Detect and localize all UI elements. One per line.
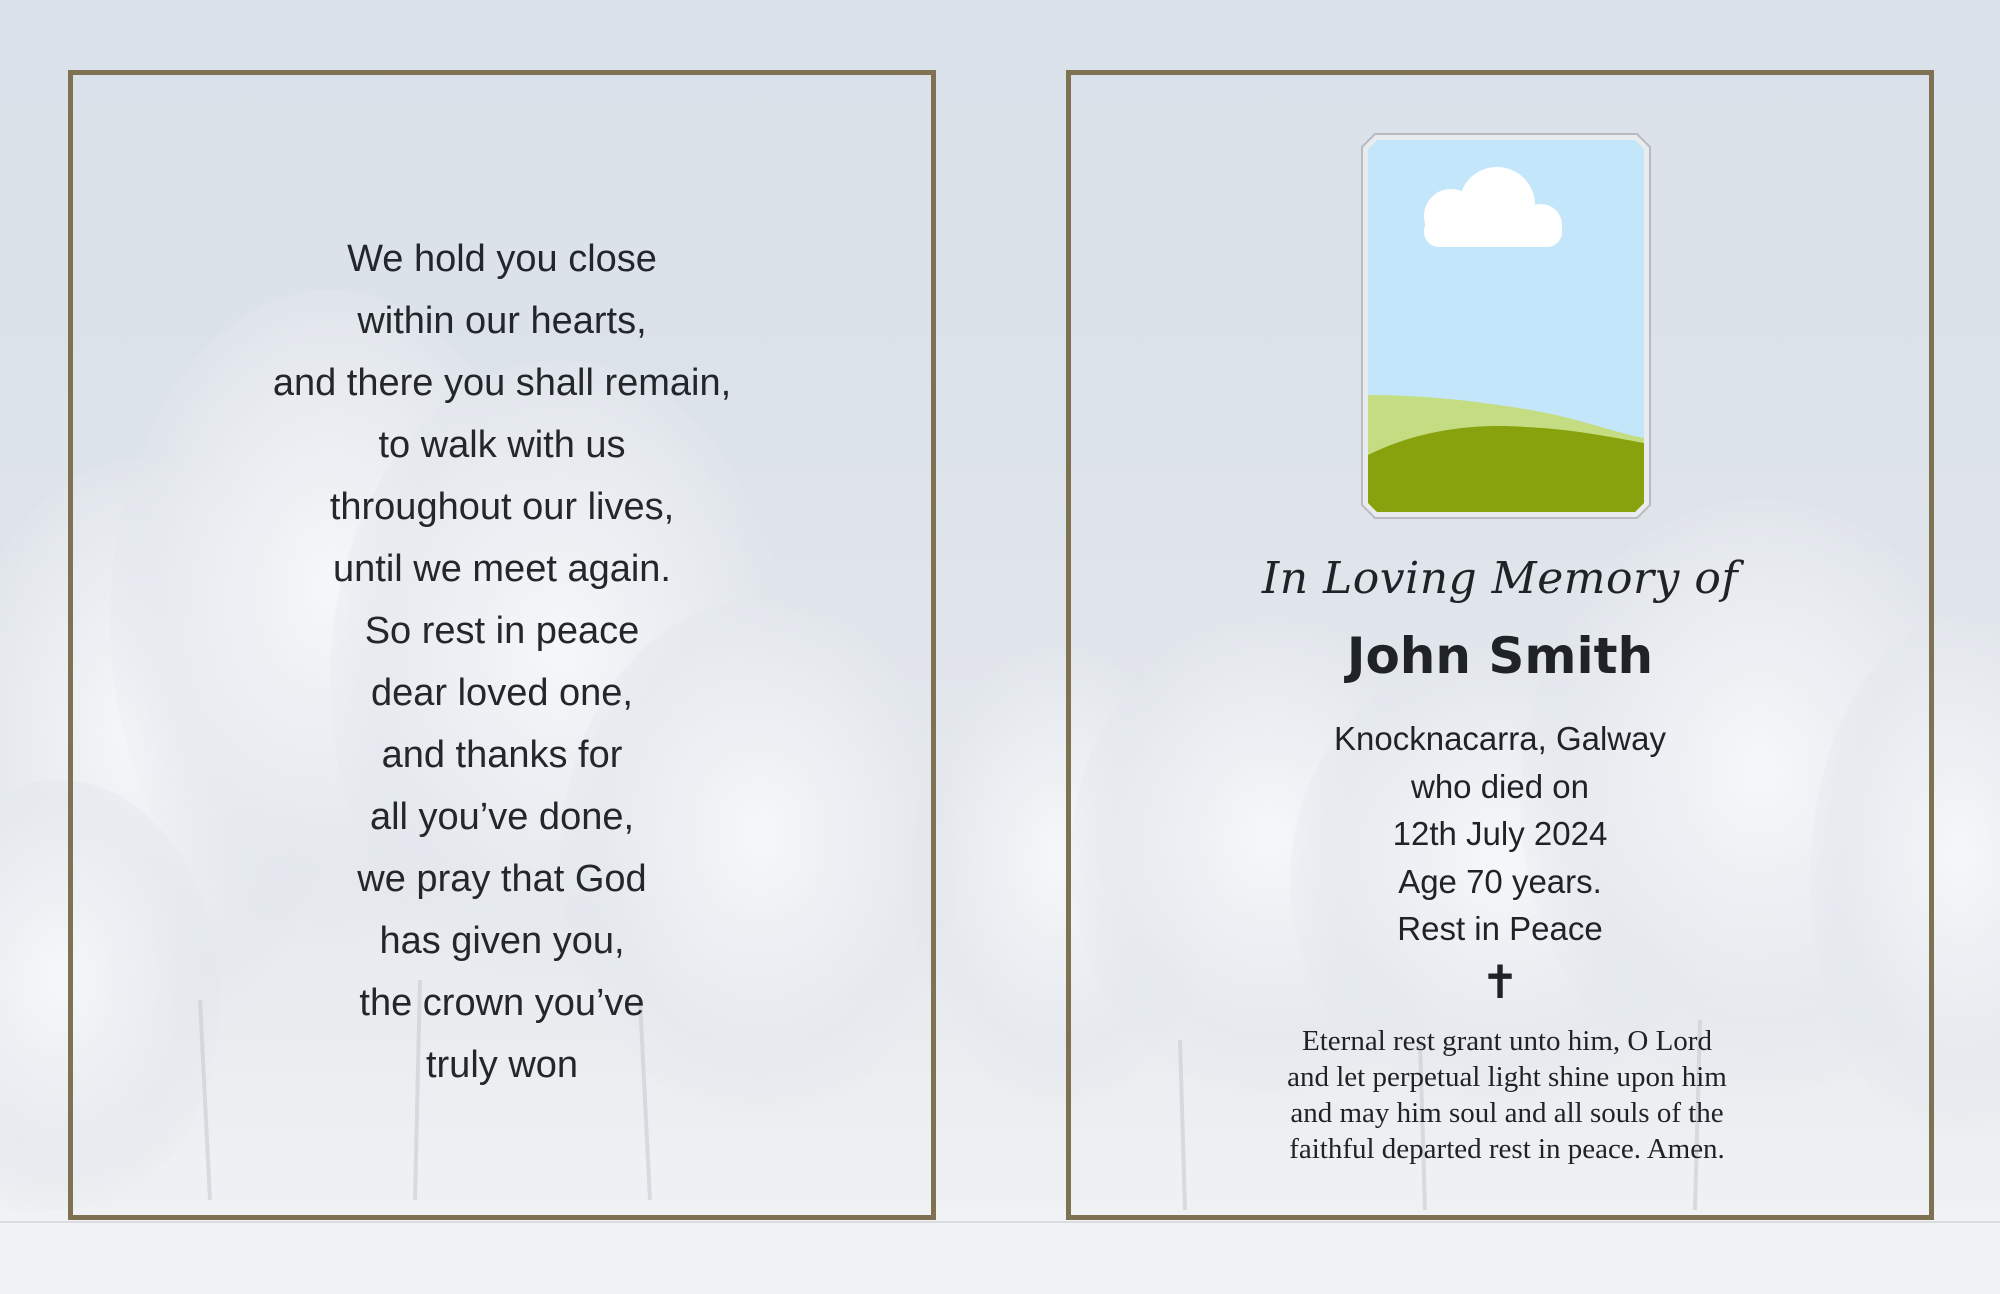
detail-line: Knocknacarra, Galway: [1334, 720, 1666, 757]
deceased-name: John Smith: [1346, 627, 1654, 685]
detail-line: Age 70 years.: [1398, 862, 1602, 900]
prayer-line: faithful departed rest in peace. Amen.: [1289, 1133, 1725, 1165]
poem-line: within our hearts,: [357, 300, 647, 342]
poem-line: truly won: [425, 1044, 579, 1086]
landscape-photo-placeholder-icon: [1361, 133, 1651, 519]
poem-panel: [68, 70, 936, 1220]
poem-line: dear loved one,: [371, 672, 633, 714]
cross-icon: ✝: [1480, 955, 1520, 1009]
detail-line: Rest in Peace: [1397, 910, 1603, 947]
poem-line: to walk with us: [378, 424, 626, 466]
poem-line: and thanks for: [381, 734, 623, 776]
prayer-line: and let perpetual light shine upon him: [1287, 1061, 1727, 1093]
poem-line: throughout our lives,: [329, 486, 675, 528]
memorial-details: [1071, 715, 1929, 953]
prayer-text: [1071, 1023, 1929, 1167]
poem-line: We hold you close: [347, 238, 657, 280]
poem-line: until we meet again.: [333, 548, 671, 590]
prayer-line: and may him soul and all souls of the: [1290, 1097, 1724, 1129]
memorial-heading: In Loving Memory of: [1261, 553, 1739, 604]
poem-text: [73, 228, 931, 1096]
poem-line: So rest in peace: [364, 610, 640, 652]
poem-line: and there you shall remain,: [272, 362, 732, 404]
poem-line: we pray that God: [357, 858, 647, 900]
poem-line: the crown you’ve: [359, 982, 645, 1024]
detail-line: who died on: [1411, 767, 1589, 805]
poem-line: all you’ve done,: [369, 796, 635, 838]
prayer-line: Eternal rest grant unto him, O Lord: [1302, 1025, 1712, 1057]
detail-line: 12th July 2024: [1392, 815, 1608, 852]
poem-line: has given you,: [379, 920, 625, 962]
memorial-panel: [1066, 70, 1934, 1220]
